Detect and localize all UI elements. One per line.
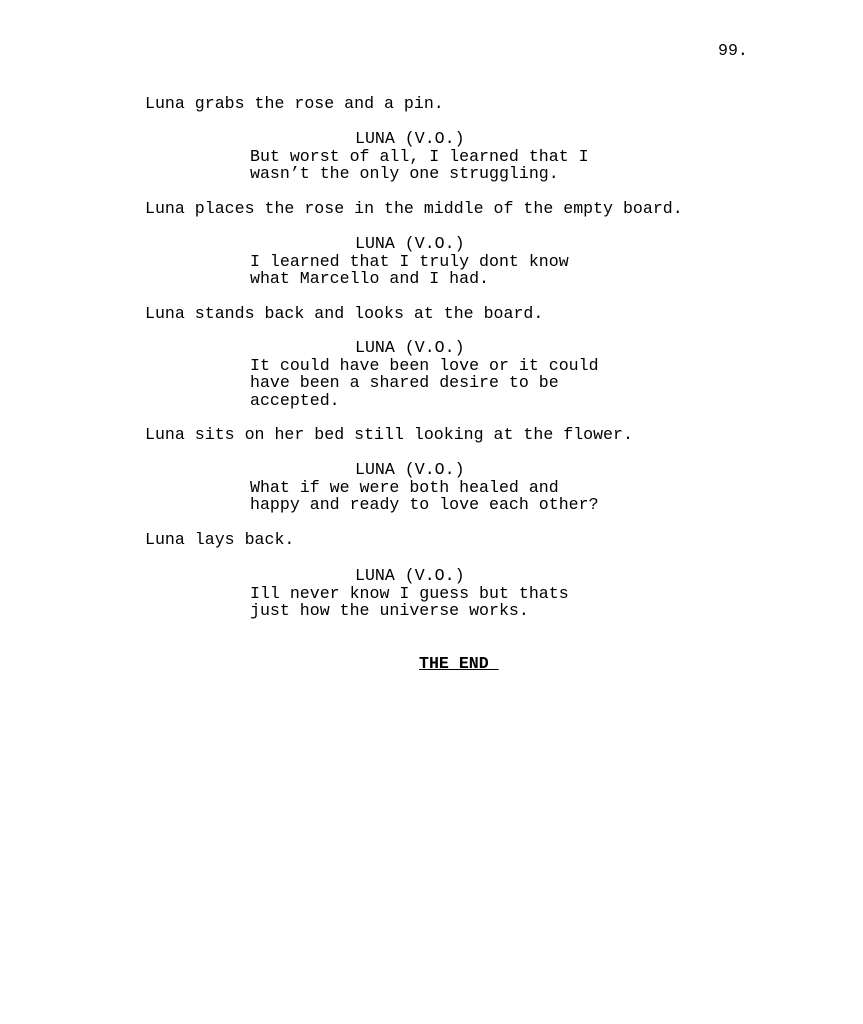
the-end-title: THE END — [419, 654, 499, 673]
character-cue: LUNA (V.O.) — [355, 338, 465, 357]
action-line: Luna places the rose in the middle of the empty board. — [145, 199, 683, 218]
dialogue-line: have been a shared desire to be — [250, 373, 559, 392]
action-line: Luna stands back and looks at the board. — [145, 304, 544, 323]
action-line: Luna grabs the rose and a pin. — [145, 94, 444, 113]
character-cue: LUNA (V.O.) — [355, 129, 465, 148]
page-number: 99. — [718, 41, 748, 60]
dialogue-line: I learned that I truly dont know — [250, 251, 569, 271]
dialogue-line: wasn’t the only one struggling. — [250, 164, 559, 183]
character-cue: LUNA (V.O.) — [355, 460, 465, 479]
dialogue-line: But worst of all, I learned that I — [250, 146, 589, 166]
dialogue-line: just how the universe works. — [250, 601, 529, 620]
character-cue: LUNA (V.O.) — [355, 234, 465, 253]
dialogue-line: what Marcello and I had. — [250, 269, 489, 288]
dialogue-line: happy and ready to love each other? — [250, 495, 599, 514]
dialogue-line: Ill never know I guess but thats — [250, 583, 569, 603]
dialogue-line: It could have been love or it could — [250, 355, 599, 375]
dialogue-line: accepted. — [250, 390, 340, 410]
dialogue-line: What if we were both healed and — [250, 477, 559, 497]
character-cue: LUNA (V.O.) — [355, 566, 465, 585]
action-line: Luna sits on her bed still looking at the flower. — [145, 425, 633, 444]
action-line: Luna lays back. — [145, 530, 295, 549]
